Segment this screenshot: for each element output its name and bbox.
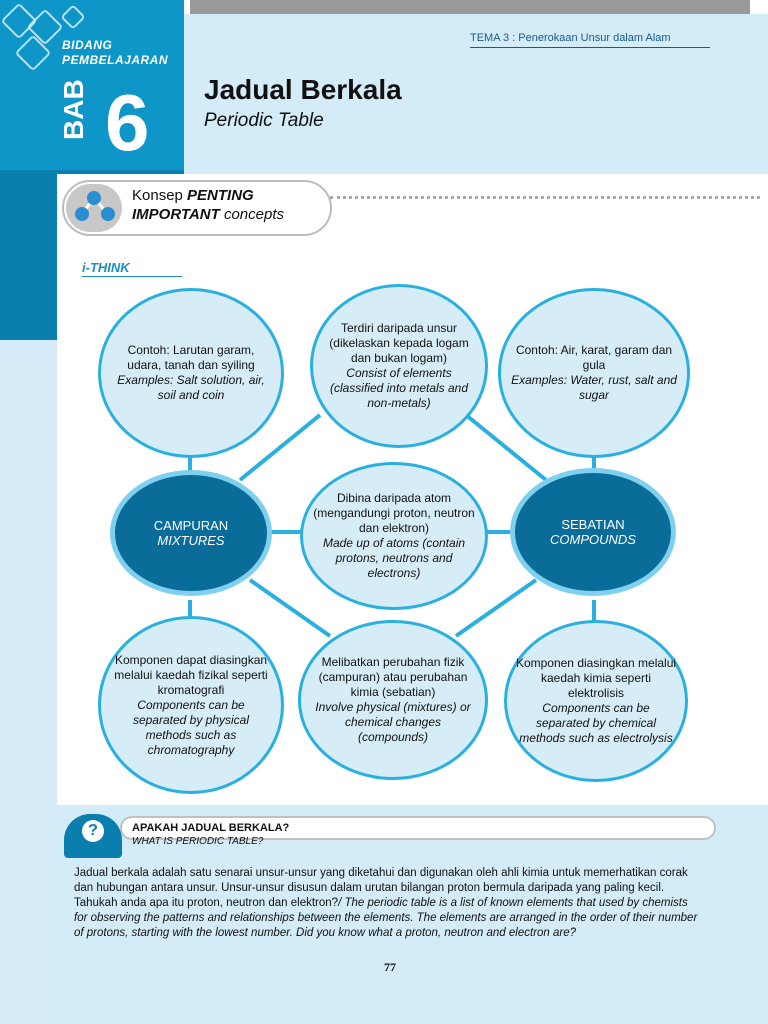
body-paragraph: [74, 866, 700, 941]
concepts-prefix: Konsep: [132, 187, 183, 204]
connector-line: [250, 580, 330, 636]
mixture-examples-en: Examples: Salt solution, air, soil and coin: [117, 373, 265, 402]
question-subtitle: WHAT IS PERIODIC TABLE?: [132, 836, 264, 847]
chapter-number: 6: [105, 78, 150, 167]
mixture-examples-bm: Contoh: Larutan garam, udara, tanah dan syiling: [127, 343, 255, 372]
elements-bm: Terdiri daripada unsur (dikelaskan kepada logam dan bukan logam): [329, 321, 469, 365]
circle-mixtures: [110, 470, 272, 596]
concepts-bold: PENTING: [187, 187, 254, 204]
concepts-bold2: IMPORTANT: [132, 206, 220, 223]
question-title: APAKAH JADUAL BERKALA?: [132, 822, 290, 834]
theme-label: TEMA 3 : Penerokaan Unsur dalam Alam: [470, 32, 671, 44]
circle-compound-examples: [498, 288, 690, 458]
chapter-word: BAB: [58, 79, 89, 140]
circle-changes: [298, 620, 488, 780]
atoms-en: Made up of atoms (contain protons, neutrons and electrons): [322, 536, 466, 580]
field-label-line2: PEMBELAJARAN: [62, 53, 169, 67]
ithink-label: i-THINK: [82, 260, 130, 275]
compound-separation-bm: Komponen diasingkan melalui kaedah kimia seperti elektrolisis: [515, 656, 677, 700]
page-number: 77: [384, 960, 396, 974]
compound-examples-bm: Contoh: Air, karat, garam dan gula: [515, 343, 673, 372]
compounds-en: COMPOUNDS: [550, 532, 636, 547]
page-subtitle: Periodic Table: [204, 110, 324, 131]
body-text-en: / The periodic table is a list of known elements that used by chemists for observing the patterns and relationships between the elements. The elements are arranged in the order of their number of protons, starting with the lowest number. Did you know what a proton, neutron and electron are?: [74, 897, 698, 939]
elements-en: Consist of elements (classified into metals and non-metals): [329, 366, 469, 410]
question-icon: ?: [82, 820, 104, 842]
connector-line: [456, 580, 536, 636]
concepts-suffix: concepts: [223, 206, 284, 223]
page-title: Jadual Berkala: [204, 74, 402, 105]
compound-examples-en: Examples: Water, rust, salt and sugar: [511, 373, 677, 402]
changes-en: Involve physical (mixtures) or chemical changes (compounds): [315, 700, 471, 744]
compound-separation-en: Components can be separated by chemical methods such as electrolysis: [519, 701, 673, 745]
field-label-line1: BIDANG: [62, 38, 113, 52]
body-text-bm: Jadual berkala adalah satu senarai unsur-unsur yang diketahui dan digunakan oleh ahli kimia untuk memerhatikan corak dan hubungan antara unsur. Unsur-unsur disusun dalam urutan bilangan proton bermula daripada yang paling kecil. Tahukah anda apa itu proton, neutron dan elektron?: [74, 867, 688, 909]
atoms-bm: Dibina daripada atom (mengandungi proton, neutron dan elektron): [313, 491, 475, 535]
compounds-bm: SEBATIAN: [561, 517, 625, 532]
circle-compounds: [510, 468, 676, 596]
circle-mixture-separation: [98, 616, 284, 794]
mixtures-en: MIXTURES: [157, 533, 225, 548]
circle-mixture-examples: [98, 288, 284, 458]
circle-compound-separation: [504, 620, 688, 782]
circle-elements: [310, 284, 488, 448]
mixture-separation-bm: Komponen dapat diasingkan melalui kaedah fizikal seperti kromatografi: [114, 652, 268, 697]
mixtures-bm: CAMPURAN: [153, 518, 229, 533]
changes-bm: Melibatkan perubahan fizik (campuran) atau perubahan kimia (sebatian): [318, 655, 468, 699]
mixture-separation-en: Components can be separated by physical methods such as chromatography: [132, 697, 250, 757]
circle-atoms: [300, 462, 488, 610]
